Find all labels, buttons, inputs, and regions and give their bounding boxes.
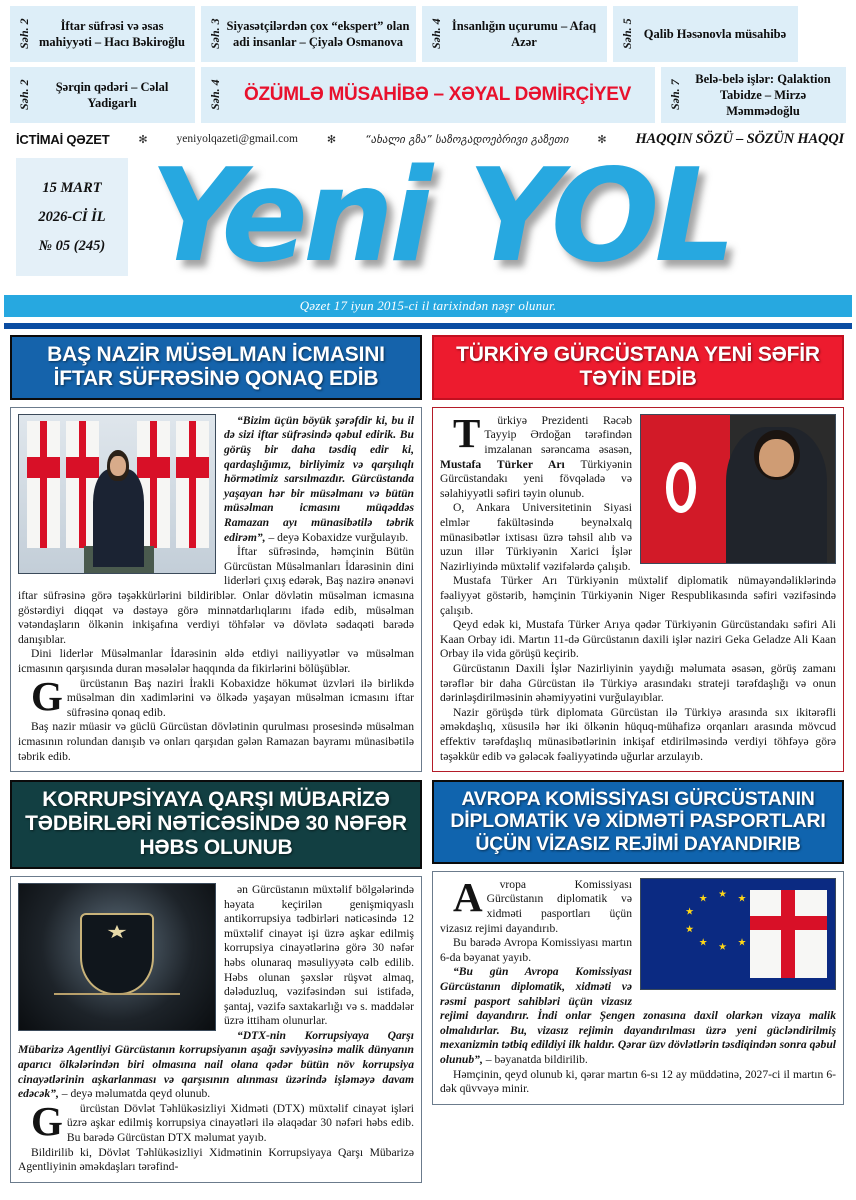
teaser-strip xyxy=(0,0,856,123)
article-paragraph: Həmçinin, qeyd olunub ki, qərar martın 6-sı 12 ay müddətinə, 2027-ci il martın 6-dək qüvvəyə minir. xyxy=(440,1067,836,1096)
slogan: HAQQIN SÖZÜ – SÖZÜN HAQQI xyxy=(635,130,844,147)
article-paragraph: Baş nazir müasir və güclü Gürcüstan dövlətinin qurulması prosesində müsəlman icmasının rolundan danışıb və onları qarşıdan gələn Ramazan bayramı münasibətilə təbrik edib. xyxy=(18,720,414,763)
masthead xyxy=(0,142,856,295)
teaser-item[interactable] xyxy=(10,67,195,123)
teaser-row-2 xyxy=(10,67,846,123)
ambassador-portrait xyxy=(641,415,835,563)
teaser-text: Belə-belə işlər: Qalaktion Tabidze – Mirzə Məmmədoğlu xyxy=(695,72,831,118)
paragraph-part: Türkiyə Prezidenti Rəcəb Tayyip Ərdoğan tərəfindən imzalanan sərəncama əsasən, xyxy=(453,409,632,457)
article-paragraph: O, Ankara Universitetinin Siyasi elmlər fakültəsində beynəlxalq münasibətlər ixtisası üzrə təhsil alıb və uzun illər Türkiyənin Xarici İşlər Nazirliyində müxtəlif vəzifələrdə çalışıb. xyxy=(440,501,632,573)
teaser-text: ÖZÜMLƏ MÜSAHİBƏ – XƏYAL DƏMİRÇİYEV xyxy=(243,83,632,105)
article-eu-visa xyxy=(432,871,844,1105)
article-anticorruption xyxy=(10,876,422,1183)
photo-podium-scene xyxy=(19,415,215,573)
article-paragraph: Bildirilib ki, Dövlət Təhlükəsizliyi Xidmətinin Korrupsiyaya Qarşı Mübarizə Agentliyinin əməkdaşları tərəfind- xyxy=(18,1145,414,1174)
article-paragraph: Qeyd edək ki, Mustafa Türker Arıya qədər Türkiyənin Gürcüstandakı səfiri Ali Kaan Orbay idi. Martın 11-də Gürcüstanın daxili işlər naziri Geka Geladze Ali Kaan Orbay ilə vida görüşü keçirib. xyxy=(440,618,836,661)
headline-pm-iftar[interactable] xyxy=(10,335,422,400)
teaser-text: Şərqin qədəri – Cəlal Yadigarlı xyxy=(55,80,169,110)
georgia-flag-icon xyxy=(176,421,209,547)
teaser-text: Siyasətçilərdən çox “ekspert” olan adi insanlar – Çiyalə Osmanova xyxy=(226,19,410,49)
headline-turkey-ambassador[interactable] xyxy=(432,335,844,400)
lead-quote-text: “Bizim üçün böyük şərəfdir ki, bu il də sizi iftar süfrəsində qəbul edirik. Bu görüş bir daha təsdiq edir ki, qardaşlığımız, birliyimiz və qarşılıqlı hörmətimiz sarsılmazdır. Gürcüstanda yaşayan hər bir müsəlmanı və bütün müsəlman icmasını müqəddəs Ramazan ayı münasibətilə təbrik edirəm”, xyxy=(224,413,414,544)
newspaper-logo: Yeni YOL xyxy=(150,142,732,291)
article-photo-pm xyxy=(18,414,216,574)
article-paragraph: Gürcüstanın Daxili İşlər Nazirliyinin yaydığı məlumata əsasən, görüş zamanı tərəflər bir daha Gürcüstan ilə Türkiyə arasındakı strateji tərəfdaşlığı və onun dərinləşdirilməsinin əhəmiyyətini vurğulayıblar. xyxy=(440,661,836,705)
quote-attribution: – deyə məlumatda qeyd olunub. xyxy=(58,1087,211,1101)
headline-anticorruption[interactable] xyxy=(10,780,422,869)
issue-date: 15 MART xyxy=(42,179,102,196)
quote-text: “Bu gün Avropa Komissiyası Gürcüstanın diplomatik, xidməti və rəsmi pasport sahibləri üçün vizasız rejimi dayandırır. İndi onlar Şengen zonasına daxil olarkən vizaya malik olmalıdırlar. Bu, vizasız rejimin dayandırılması üzrə yeni gücləndirilmiş mexanizmin tətbiq edildiyi ilk haldır. Qərar üzv dövlətlərin təsdiqindən sonra qəbul olunub”, xyxy=(440,965,836,1066)
georgian-title: “ახალი გზა” საზოგადოებრივი გაზეთი xyxy=(364,132,569,146)
article-body xyxy=(440,873,836,1097)
flower-icon: ✻ xyxy=(597,133,607,146)
teaser-item[interactable] xyxy=(422,6,607,62)
teaser-page-number: Səh. 4 xyxy=(429,18,443,50)
article-body xyxy=(440,409,836,764)
teaser-item-featured[interactable] xyxy=(201,67,655,123)
flower-icon: ✻ xyxy=(138,133,148,146)
georgia-flag-icon xyxy=(27,421,60,547)
article-quote xyxy=(18,1029,414,1102)
georgia-flag-icon xyxy=(750,890,828,978)
headline-text: TÜRKİYƏ GÜRCÜSTANA YENİ SƏFİR TƏYİN EDİB xyxy=(456,343,820,390)
teaser-page-number: Səh. 2 xyxy=(17,18,31,50)
founding-text: Qəzet 17 iyun 2015-ci il tarixindən nəşr olunur. xyxy=(299,298,557,313)
article-paragraph: Dini liderlər Müsəlmanlar İdarəsinin əldə etdiyi nailiyyətlər və müsəlman icmasının qarşısında duran məsələlər haqqında da fikirlərini bölüşüblər. xyxy=(18,647,414,675)
teaser-text: İftar süfrəsi və əsas mahiyyəti – Hacı Bəkiroğlu xyxy=(39,19,185,49)
article-turkey-ambassador xyxy=(432,407,844,772)
turkey-flag-icon xyxy=(641,415,730,563)
headline-eu-visa[interactable] xyxy=(432,780,844,864)
teaser-text: Qalib Həsənovla müsahibə xyxy=(643,27,787,41)
right-column xyxy=(432,335,844,1183)
article-paragraph: Nazir görüşdə türk diplomata Gürcüstan ilə Türkiyə arasında sıx ikitərəfli əməkdaşlıq, xüsusilə hər iki ölkənin hüquq-mühafizə orqanları arasında mövcud effektiv tərəfdaşlıq münasibətlərinin inkişaf etdirilməsində verdiyi töhfəyə görə təşəkkür edib və gələcək fəaliyyətində uğurlar arzulayıb. xyxy=(440,705,836,763)
article-paragraph: Mustafa Türker Arı Türkiyənin müxtəlif diplomatik nümayəndəliklərində fəaliyyət göstərib, həmçinin Türkiyənin Niger Respublikasında səfiri vəzifəsində çalışıb. xyxy=(440,574,836,617)
ambassador-face xyxy=(759,439,794,477)
speaker-face xyxy=(110,456,126,477)
headline-text: BAŞ NAZİR MÜSƏLMAN İCMASINI İFTAR SÜFRƏSİNƏ QONAQ EDİB xyxy=(47,343,385,390)
ambassador-name: Mustafa Türker Arı xyxy=(440,457,565,471)
teaser-row-1 xyxy=(10,6,846,62)
teaser-page-number: Səh. 2 xyxy=(17,79,31,111)
headline-text: KORRUPSİYAYA QARŞI MÜBARİZƏ TƏDBİRLƏRİ NƏTİCƏSİNDƏ 30 NƏFƏR HƏBS OLUNUB xyxy=(25,788,407,859)
emblem-band xyxy=(54,993,179,1012)
founding-ribbon xyxy=(4,295,852,317)
article-paragraph: Bu barədə Avropa Komissiyası martın 6-da bəyanat yayıb. xyxy=(440,936,632,964)
left-column xyxy=(10,335,422,1183)
article-body xyxy=(18,414,414,764)
quote-attribution: – bəyanatda bildirilib. xyxy=(482,1052,588,1066)
flower-icon: ✻ xyxy=(326,133,337,146)
publication-type-label: İCTİMAİ QƏZET xyxy=(16,131,110,147)
headline-text: AVROPA KOMİSSİYASI GÜRCÜSTANIN DİPLOMATİK VƏ XİDMƏTİ PASPORTLARI ÜÇÜN VİZASIZ REJİMİ DAYANDIRIB xyxy=(450,788,826,855)
teaser-text: İnsanlığın uçurumu – Afaq Azər xyxy=(451,19,597,49)
teaser-item[interactable] xyxy=(661,67,846,123)
teaser-item[interactable] xyxy=(201,6,416,62)
teaser-page-number: Səh. 5 xyxy=(620,18,634,50)
issue-year: 2026-Cİ İL xyxy=(38,208,106,225)
article-paragraph-dropcap: Avropa Komissiyası Gürcüstanın diplomatik və xidməti pasportları üçün vizasız rejimi dayandırıb. xyxy=(440,873,632,935)
lead-quote-attribution: – deyə Kobaxidze vurğulayıb. xyxy=(265,530,409,544)
article-paragraph-dropcap: Gürcüstan Dövlət Təhlükəsizliyi Xidməti (DTX) müxtəlif cinayət işləri üzrə aşkar edilmiş korrupsiya cinayətləri ilə əlaqədar 30 nəfəri həbs edib. Bu barədə Gürcüstan DTX məlumat yayıb. xyxy=(31,1097,414,1145)
email-link[interactable]: yeniyolqazeti@gmail.com xyxy=(176,133,298,145)
article-paragraph-dropcap: Gürcüstanın Baş naziri İrakli Kobaxidze hökumət üzvləri ilə birlikdə müsəlman din xadimlərini və ölkədə yaşayan müsəlman icmasını iftar süfrəsinə qonaq edib. xyxy=(31,672,414,719)
teaser-page-number: Səh. 7 xyxy=(668,79,682,111)
article-pm-iftar xyxy=(10,407,422,772)
teaser-item[interactable] xyxy=(10,6,195,62)
speaker-body xyxy=(93,469,144,567)
paragraph-part: Türkiyənin Gürcüstandakı yeni fövqəladə və səlahiyyətli səfiri təyin olunub. xyxy=(440,457,632,500)
article-photo-dtx xyxy=(18,883,216,1031)
article-paragraph: İftar süfrəsində, həmçinin Bütün Gürcüstan Müsəlmanları İdarəsinin dini liderləri çıxış edərək, Baş nazirə ənənəvi iftar süfrəsinə görə təşəkkürlərini bildiriblər. Onlar dövlətin müsəlman icmasına göstərdiyi diqqət və dəstəyə görə minnətdarlıqlarını ifadə edib, müsəlman vətəndaşların ölkənin inkişafına verdiyi töhfələr və dövlətə sədaqəti barədə danışıblar. xyxy=(18,545,414,646)
dtx-emblem-icon xyxy=(19,884,215,1030)
article-photo-eu xyxy=(640,878,836,990)
article-grid xyxy=(0,329,856,1183)
issue-date-box xyxy=(16,158,128,276)
quote-text: “DTX-nin Korrupsiyaya Qarşı Mübarizə Agentliyi Gürcüstanın korrupsiyanın aşağı səviyyəsinə malik dünyanın aparıcı ölkələrindən biri olmasına nail olana qədər bütün növ korrupsiya cinayətlərinin aşkarlanması və qarşısının alınması üzərində işləməyə davam edəcək”, xyxy=(18,1028,414,1101)
teaser-item[interactable] xyxy=(613,6,798,62)
teaser-page-number: Səh. 3 xyxy=(208,18,222,50)
article-body xyxy=(18,883,414,1175)
issue-number: № 05 (245) xyxy=(38,237,106,254)
article-paragraph: ən Gürcüstanın müxtəlif bölgələrində həyata keçirilən genişmiqyaslı antikorrupsiya tədbirləri nəticəsində 12 müxtəlif cinayət işi üzrə aşkar edilmiş korrupsiya cinayətlərinə görə 30 nəfər həbs olunaraq məsuliyyətə cəlb edilib. Həbs olunan şəxslər rüşvət almaq, dələduzluq, vəzifəsindən sui istifadə, şantaj, vəzifə saxtakarlığı və s. maddələr üzrə ittiham olunurlar. xyxy=(224,882,414,1028)
teaser-page-number: Səh. 4 xyxy=(208,79,222,111)
article-photo-ambassador xyxy=(640,414,836,564)
